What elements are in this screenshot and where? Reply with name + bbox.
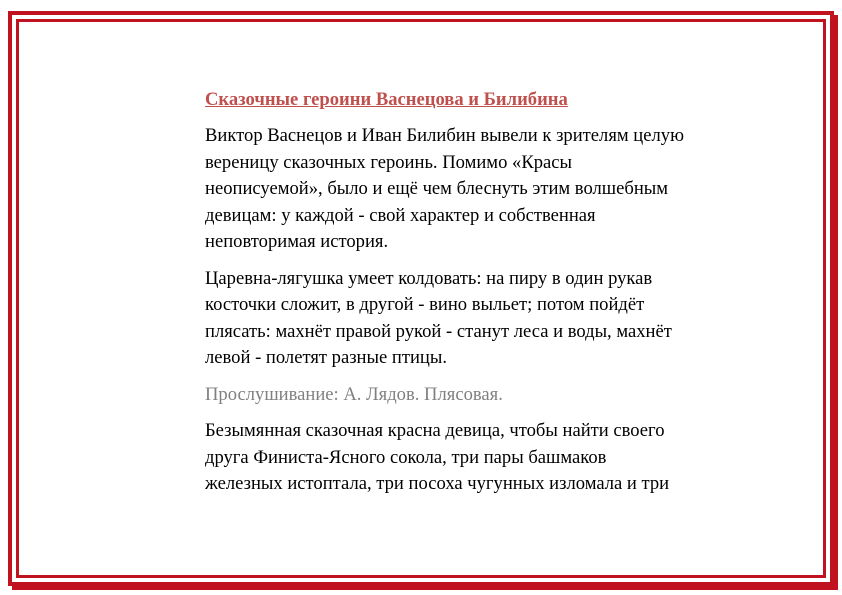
paragraph-frog-princess: Царевна-лягушка умеет колдовать: на пиру в один рукав косточки сложит, в другой - вино выльет; потом пойдёт плясать: махнёт правой рукой - станут леса и воды, махнёт левой - полетят разные птицы. (205, 267, 672, 368)
frame-shadow-right (834, 15, 838, 590)
paragraph-intro: Виктор Васнецов и Иван Билибин вывели к зрителям целую вереницу сказочных героинь. Помимо «Красы неописуемой», было и ещё чем блеснуть этим волшебным девицам: у каждой - свой характер и собственная неповторимая история. (205, 125, 684, 252)
text-content (205, 87, 735, 508)
paragraph-nameless-maiden: Безымянная сказочная красна девица, чтобы найти своего друга Финиста-Ясного сокола, три пары башмаков железных истоптала, три посоха чугунных изломала и три (205, 420, 670, 494)
listening-note: Прослушивание: А. Лядов. Плясовая. (205, 383, 503, 405)
frame-shadow-bottom (12, 586, 838, 590)
page-title: Сказочные героини Васнецова и Билибина (205, 89, 568, 110)
